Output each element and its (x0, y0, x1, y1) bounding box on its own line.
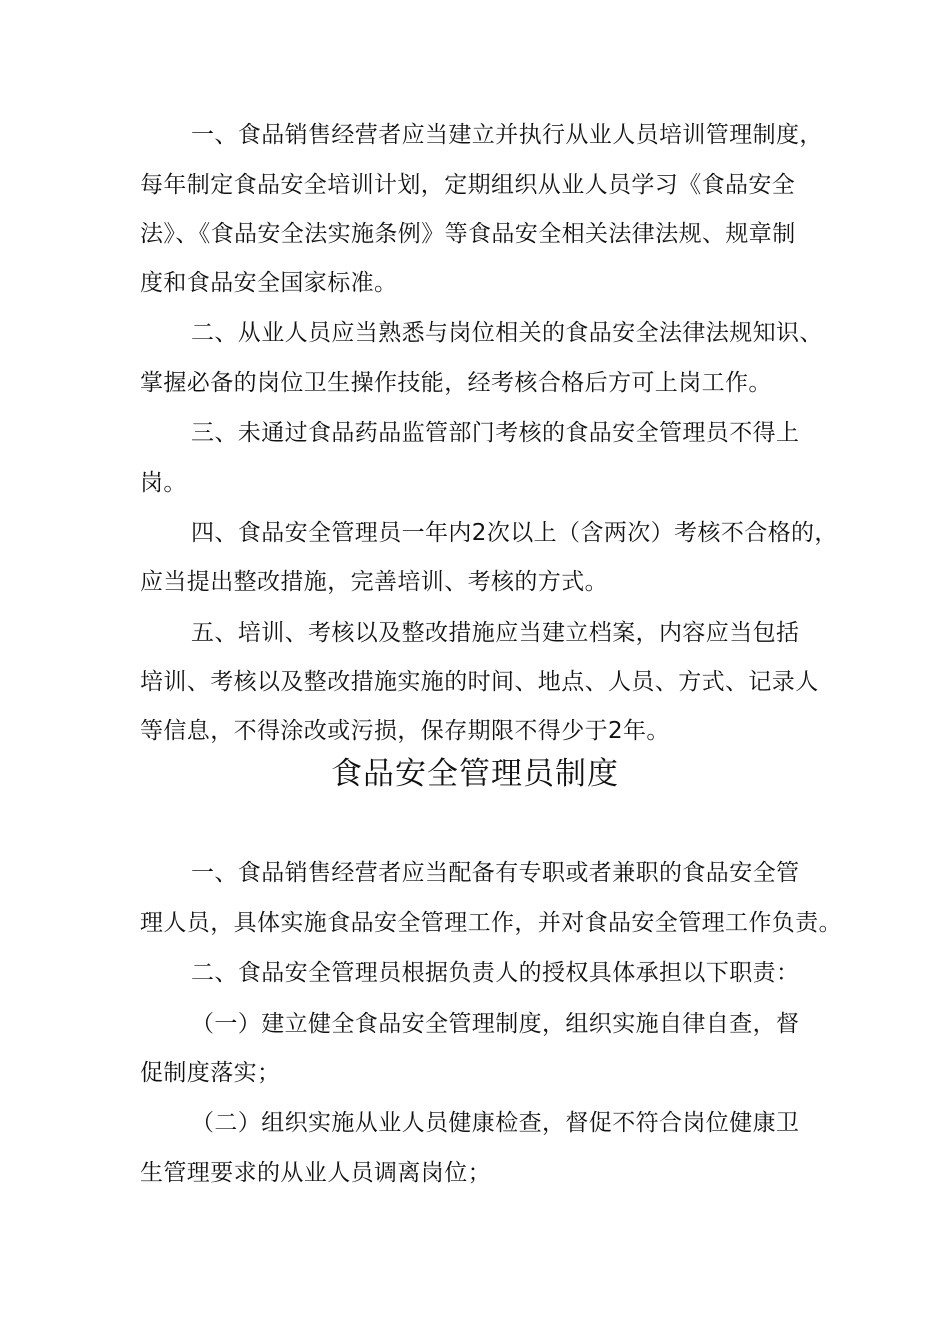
text-line: 掌握必备的岗位卫生操作技能，经考核合格后方可上岗工作。 (140, 370, 772, 396)
text-line: 四、食品安全管理员一年内2次以上（含两次）考核不合格的， (191, 520, 838, 546)
text-line: 每年制定食品安全培训计划，定期组织从业人员学习《食品安全 (140, 172, 796, 198)
text-line: 三、未通过食品药品监管部门考核的食品安全管理员不得上 (191, 420, 800, 446)
text-line: 一、食品销售经营者应当建立并执行从业人员培训管理制度， (191, 122, 823, 148)
text-line: 度和食品安全国家标准。 (140, 270, 398, 296)
text-line: 等信息，不得涂改或污损，保存期限不得少于2年。 (140, 718, 670, 744)
text-line: 岗。 (140, 470, 187, 496)
text-line: 生管理要求的从业人员调离岗位； (140, 1160, 491, 1186)
text-line: 法》、《食品安全法实施条例》等食品安全相关法律法规、规章制 (140, 221, 796, 247)
text-line: （二）组织实施从业人员健康检查，督促不符合岗位健康卫 (191, 1110, 800, 1136)
text-line: 二、食品安全管理员根据负责人的授权具体承担以下职责： (191, 960, 800, 986)
text-line: 应当提出整改措施，完善培训、考核的方式。 (140, 569, 608, 595)
text-line: 五、培训、考核以及整改措施应当建立档案，内容应当包括 (191, 620, 800, 646)
text-line: 培训、考核以及整改措施实施的时间、地点、人员、方式、记录人 (140, 669, 819, 695)
text-line: 一、食品销售经营者应当配备有专职或者兼职的食品安全管 (191, 860, 800, 886)
text-line: 理人员，具体实施食品安全管理工作，并对食品安全管理工作负责。 (140, 910, 842, 936)
text-line: 促制度落实； (140, 1060, 281, 1086)
text-line: 二、从业人员应当熟悉与岗位相关的食品安全法律法规知识、 (191, 320, 823, 346)
document-title: 食品安全管理员制度 (331, 756, 619, 792)
text-line: （一）建立健全食品安全管理制度，组织实施自律自查，督 (191, 1011, 800, 1037)
